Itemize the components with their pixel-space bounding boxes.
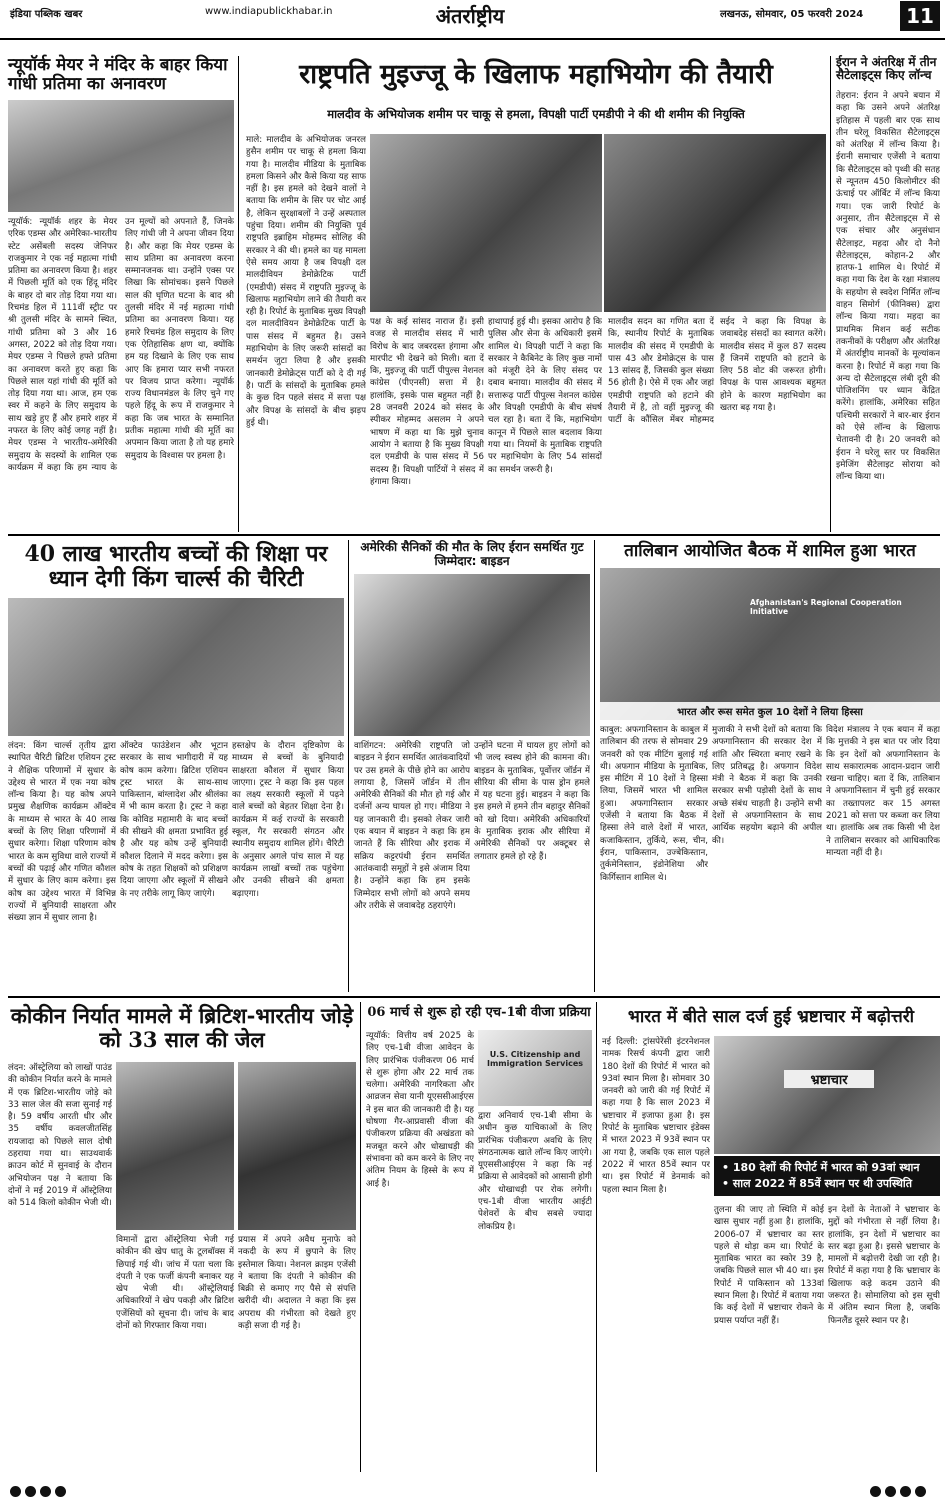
highlight-bullet: • 180 देशों की रिपोर्ट में भारत को 93वां स्थान: [722, 1161, 920, 1174]
body-taliban-2: मुजाकी ने सभी देशों को बताया कि अफगानिस्तान की सरकार देश में शांति और स्थिरता बनाए रखने के लिए प्रतिबद्ध है। अफगान विदेश मंत्री ने बैठक में कहा कि उनकी सरकार सभी पड़ोसी देशों के साथ अच्छे संबंध चाहती है। उन्होंने सभी देशों से अफगानिस्तान के साथ आर्थिक सहयोग बढ़ाने की अपील की।: [712, 725, 822, 846]
highlight-text: 180 देशों की रिपोर्ट में भारत को 93वां स्थान: [732, 1161, 920, 1174]
body-king-charles-3: हस्तक्षेप के दौरान दृष्टिकोण के माध्यम से बच्चों के बुनियादी साक्षरता कौशल में सुधार किया जाएगा। ट्रस्ट ने कहा कि इस पहल का लक्ष्य सरकारी स्कूलों में पढ़ने वाले बच्चों को बेहतर शिक्षा देना है। कार्यक्रम में कई राज्यों के सरकारी स्कूल, गैर सरकारी संगठन और स्थानीय समुदाय शामिल होंगे। चैरिटी के अनुसार अगले पांच साल में यह कार्यक्रम लाखों बच्चों तक पहुंचेगा और उनकी सीखने की क्षमता बढ़ाएगा।: [232, 741, 344, 899]
headline-h1b: 06 मार्च से शुरू हो रही एच-1बी वीजा प्रक्रिया: [367, 1005, 591, 1020]
divider: [360, 1002, 361, 1472]
body-muizzu-1: माले: मालदीव के अभियोजक जनरल हुसैन शमीम पर चाकू से हमला किया गया है। मालदीव मीडिया के मुताबिक हमला किसने और कैसे किया यह साफ नहीं है। इस हमले को देखने वालों ने बताया कि शमीम के सिर पर चोट आई है, लेकिन सुरक्षाबलों ने उन्हें अस्पताल पहुंचा दिया। शमीम की नियुक्ति पूर्व राष्ट्रपति इब्राहिम मोहम्मद सोलिह की सरकार ने की थी। हमले का यह मामला ऐसे समय आया है जब विपक्षी दल मालदीवियन डेमोक्रेटिक पार्टी (एमडीपी) संसद में राष्ट्रपति मुइज्जू के खिलाफ महाभियोग लाने की तैयारी कर रही है। रिपोर्ट के मुताबिक मुख्य विपक्षी दल मालदीवियन डेमोक्रेटिक पार्टी के पास संसद में बहुमत है। उसने महाभियोग के लिए जरूरी सांसदों का समर्थन जुटा लिया है और इसकी जानकारी डेमोक्रेट्स पार्टी को दे दी गई है। पार्टी के सांसदों के मुताबिक हमले के कुछ दिन पहले संसद में सत्ता पक्ष और विपक्ष के सांसदों के बीच झड़प हुई थी।: [246, 135, 366, 428]
uscis-logo-text: U.S. Citizenship and Immigration Services: [486, 1050, 584, 1068]
divider: [596, 1002, 597, 1472]
photo-caption-taliban: भारत और रूस समेत कुल 10 देशों ने लिया हिस्सा: [600, 702, 940, 720]
issue-date: लखनऊ, सोमवार, 05 फरवरी 2024: [720, 9, 864, 20]
body-corruption-2: तुलना की जाए तो स्थिति में कोई खास सुधार नहीं हुआ है। हालांकि, 2006-07 में भ्रष्टाचार का स्तर पहले से थोड़ा कम था। रिपोर्ट के मुताबिक भारत का स्कोर 39 है, जबकि पिछले साल भी 40 था। इस रिपोर्ट में पाकिस्तान को 133वां स्थान मिला है। रिपोर्ट में बताया गया कि कई देशों में भ्रष्टाचार रोकने के प्रयास पर्याप्त नहीं हैं।: [714, 1205, 824, 1326]
page-header: [0, 0, 945, 40]
photo-uscis-logo: [478, 1030, 592, 1106]
body-king-charles-2: ऑक्टेव फाउंडेशन और भूटान सरकार के साथ भागीदारी में यह कोष काम करेगा। ब्रिटिश एशियन ट्रस्ट भारत के साथ-साथ पाकिस्तान, बांग्लादेश और श्रीलंका में भी काम करता है। ट्रस्ट ने कहा कि कोविड महामारी के बाद बच्चों की सीखने की क्षमता प्रभावित हुई है और यह कोष उन्हें बुनियादी कौशल दिलाने में मदद करेगा। इस कोष के तहत शिक्षकों को प्रशिक्षण दिया जाएगा और स्कूलों में सीखने के नए तरीके लागू किए जाएंगे।: [120, 741, 228, 899]
divider: [594, 540, 595, 992]
divider: [348, 540, 349, 992]
divider: [238, 56, 239, 532]
photo-arti-dhir: [116, 1062, 234, 1230]
headline-corruption: भारत में बीते साल दर्ज हुई भ्रष्टाचार में बढ़ोत्तरी: [627, 1007, 915, 1027]
photo-shameem: [370, 134, 602, 312]
body-taliban-1: काबुल: अफगानिस्तान के काबुल में तालिबान की तरफ से सोमवार 29 जनवरी को एक मीटिंग बुलाई गई थी। अफगान मीडिया के मुताबिक, इस मीटिंग में 10 देशों ने हिस्सा लिया, जिसमें भारत भी शामिल हुआ। अफगानिस्तान सरकार एजेंसी ने बताया कि बैठक में हिस्सा लेने वाले देशों में भारत, कजाकिस्तान, तुर्किये, रूस, चीन, ईरान, पाकिस्तान, उज्बेकिस्तान, तुर्कमेनिस्तान, इंडोनेशिया और किर्गिस्तान शामिल थे।: [600, 725, 708, 883]
body-muizzu-4: मालदीव सदन का गणित बता दें कि, स्थानीय रिपोर्ट के मुताबिक मालदीव की संसद में एमडीपी के पास 43 और डेमोक्रेट्स के पास 13 सांसद हैं, जिसकी कुल संख्या 56 होती है। ऐसे में एक और जहां एमडीपी राष्ट्रपति को हटाने की तैयारी में है, तो वहीं मुइज्जू की पार्टी के कौंसिल मेंबर मोहम्मद सईद ने कहा कि विपक्ष के जवाबदेह संसदों का स्वागत करेंगे। मालदीव संसद में कुल 87 सदस्य हैं जिनमें राष्ट्रपति को हटाने के लिए 58 वोट की जरूरत होगी। विपक्ष के पास आवश्यक बहुमत होने के कारण महाभियोग का खतरा बढ़ गया है।: [608, 317, 826, 426]
highlight-text: साल 2022 में 85वें स्थान पर थी उपस्थिति: [732, 1177, 913, 1190]
row-rule: [8, 996, 940, 998]
photo-gandhi-statue: [8, 100, 234, 212]
headline-biden: अमेरिकी सैनिकों की मौत के लिए ईरान समर्थित गुट जिम्मेदार: बाइडन: [360, 540, 584, 569]
row-rule: [8, 534, 940, 536]
photo-biden: [354, 574, 590, 736]
body-h1b-2: द्वारा अनिवार्य एच-1बी सीमा के अधीन कुछ याचिकाओं के लिए प्रारंभिक पंजीकरण अवधि के लिए संगठनात्मक खाते लॉन्च किए जाएंगे। यूएससीआईएस ने कहा कि नई प्रक्रिया से आवेदकों को आसानी होगी और धोखाधड़ी पर रोक लगेगी। एच-1बी वीजा भारतीय आईटी पेशेवरों के बीच सबसे ज्यादा लोकप्रिय है।: [478, 1111, 592, 1232]
footer-dots-right: [870, 1482, 930, 1501]
body-iran: तेहरान: ईरान ने अपने बयान में कहा कि उसने अपने अंतरिक्ष इतिहास में पहली बार एक साथ तीन घरेलू विकसित सैटेलाइट्स को अंतरिक्ष में लॉन्च किया है। ईरानी समाचार एजेंसी ने बताया कि सैटेलाइट्स को पृथ्वी की सतह से न्यूनतम 450 किलोमीटर की ऊंचाई पर ऑर्बिट में लॉन्च किया गया। एक जारी रिपोर्ट के अनुसार, तीन सैटेलाइट्स में से एक संचार और अनुसंधान सैटेलाइट, महदा और दो नैनो सैटेलाइट्स, कोहान-2 और हातफ-1 शामिल थे। रिपोर्ट में कहा गया कि देश के रक्षा मंत्रालय के सहयोग से स्वदेश निर्मित लॉन्च वाहन सिमोर्ग (फीनिक्स) द्वारा लॉन्च किया गया। महदा का प्राथमिक मिशन कई सटीक तकनीकों के परीक्षण और अंतरिक्ष में अंतर्राष्ट्रीय मानकों के मूल्यांकन करना है। रिपोर्ट में कहा गया कि अन्य दो सैटेलाइट्स लंबी दूरी की पोजिशनिंग पर ध्यान केंद्रित करेंगे। हालांकि, अमेरिका सहित पश्चिमी सरकारों ने बार-बार ईरान को ऐसे लॉन्च के खिलाफ चेतावनी दी है। 20 जनवरी को ईरान ने घरेलू स्तर पर विकसित इमेजिंग सैटेलाइट सोराया को लॉन्च किया था।: [836, 91, 940, 483]
photo-corruption: [714, 1036, 940, 1154]
paper-name: इंडिया पब्लिक खबर: [10, 9, 83, 20]
body-cocaine-3: प्रयास में अपने अवैध मुनाफे को नकदी के रूप में छुपाने के लिए इस्तेमाल किया। नेशनल क्राइम एजेंसी ने बताया कि दंपती ने कोकीन की बिक्री से कमाए गए पैसे से संपत्ति खरीदी थी। अदालत ने कहा कि इस अपराध की गंभीरता को देखते हुए कड़ी सजा दी गई है।: [238, 1235, 356, 1332]
body-corruption-3: इन देशों के नेताओं ने भ्रष्टाचार के मुद्दों को गंभीरता से नहीं लिया है। हालांकि, इन देशों में भ्रष्टाचार का स्तर बढ़ा हुआ है। इससे भ्रष्टाचार के मामलों में बढ़ोत्तरी देखी जा रही है। रिपोर्ट में कहा गया है कि भ्रष्टाचार के खिलाफ कड़े कदम उठाने की जरूरत है। सोमालिया को इस सूची में अंतिम स्थान मिला है, जबकि फिनलैंड दूसरे स्थान पर है।: [828, 1205, 940, 1326]
subhead-muizzu: मालदीव के अभियोजक शमीम पर चाकू से हमला, विपक्षी पार्टी एमडीपी ने की थी शमीम की नियुक्ति: [327, 107, 745, 121]
headline-iran: ईरान ने अंतरिक्ष में तीन सैटेलाइट्स किए लॉन्च: [836, 55, 937, 83]
headline-king-charles: 40 लाख भारतीय बच्चों की शिक्षा पर ध्यान देगी किंग चार्ल्स की चैरिटी: [24, 541, 328, 592]
photo-taliban-meeting: [600, 568, 940, 720]
photo-children-classroom: [8, 598, 344, 736]
divider: [830, 56, 831, 532]
highlight-bullet: • साल 2022 में 85वें स्थान पर थी उपस्थिति: [722, 1177, 913, 1190]
headline-gandhi: न्यूयॉर्क मेयर ने मंदिर के बाहर किया गांधी प्रतिमा का अनावरण: [8, 55, 228, 95]
body-king-charles-1: लंदन: किंग चार्ल्स तृतीय द्वारा स्थापित चैरिटी ब्रिटिश एशियन ट्रस्ट ने शैक्षिक परिणामों में सुधार के उद्देश्य से भारत में एक नया कोष लॉन्च किया है। यह कोष अपने प्रमुख शैक्षणिक कार्यक्रम ऑक्टेव के माध्यम से भारत के 40 लाख बच्चों के लिए शिक्षा परिणामों में सुधार करेगा। शिक्षा परिणाम कोष भारत के कम सुविधा वाले राज्यों में बच्चों की पढ़ाई और गणित कौशल में सुधार के लिए काम करेगा। इस कोष का उद्देश्य भारत में विभिन्न राज्यों में बुनियादी साक्षरता और संख्या ज्ञान में सुधार लाना है।: [8, 741, 116, 924]
body-taliban-3: विदेश मंत्रालय ने एक बयान में कहा कि मुत्तकी ने इस बात पर जोर दिया कि इन देशों को अफगानिस्तान के साथ सकारात्मक आदान-प्रदान जारी रखना चाहिए। बता दें कि, तालिबान ने अफगानिस्तान में चुनी हुई सरकार का तख्तापलट कर 15 अगस्त 2021 को सत्ता पर कब्जा कर लिया था। हालांकि अब तक किसी भी देश ने तालिबान सरकार को आधिकारिक मान्यता नहीं दी है।: [826, 725, 940, 858]
headline-taliban: तालिबान आयोजित बैठक में शामिल हुआ भारत: [624, 541, 916, 561]
section-title: अंतर्राष्ट्रीय: [435, 4, 505, 28]
corruption-highlights: [714, 1156, 940, 1196]
body-h1b-1: न्यूयॉर्क: वित्तीय वर्ष 2025 के लिए एच-1बी वीजा आवेदन के लिए प्रारंभिक पंजीकरण 06 मार्च से शुरू होगा और 22 मार्च तक चलेगा। अमेरिकी नागरिकता और आव्रजन सेवा यानी यूएससीआईएस ने इस बात की जानकारी दी है। यह घोषणा गैर-आप्रवासी वीजा की पंजीकरण प्रक्रिया की अखंडता को मजबूत करने और धोखाधड़ी की संभावना को कम करने के लिए नए अंतिम नियम के हिस्से के रूप में आई है।: [366, 1031, 474, 1189]
body-muizzu-3: हाथापाई हुई थी। इसका आरोप है कि पुलिस और सेना के अधिकारी इसमें शामिल थे। विपक्षी पार्टी ने कहा कि सरकार ने कैबिनेट के लिए कुछ नामों को मंजूरी देने के लिए संसद पर दबाव बनाया। मालदीव की संसद में सत्तारूढ़ पार्टी पीपुल्स नेशनल कांग्रेस और विपक्षी एमडीपी के बीच संघर्ष चल रहा है। बता दें कि, महाभियोग कानून में पिछले साल बदलाव किया गया था। नियमों के मुताबिक राष्ट्रपति पर महाभियोग के लिए 54 सांसदों का समर्थन जरूरी है।: [488, 317, 602, 475]
headline-muizzu: राष्ट्रपति मुइज्जू के खिलाफ महाभियोग की तैयारी: [299, 59, 773, 90]
body-muizzu-2: पक्ष के कई सांसद नाराज हैं। इसी वजह से मालदीव संसद में भारी विरोध के बाद जबरदस्त हंगामा और मारपीट भी देखने को मिली। बता दें कि, मुइज्जू की पार्टी पीपुल्स नेशनल कांग्रेस (पीएनसी) सत्ता में है। हालांकि, इसके पास बहुमत नहीं है। 28 जनवरी 2024 को संसद के स्पीकर मोहम्मद असलम ने अपने भाषण में कहा था कि मुझे चुनाव आयोग ने बताया है कि मुख्य विपक्षी दल एमडीपी के पास संसद में 56 सदस्य हैं। विपक्षी पार्टियों ने संसद में हंगामा किया।: [370, 317, 484, 487]
meeting-banner-text: Afghanistan's Regional Cooperation Initiative: [750, 598, 902, 616]
photo-muizzu: [604, 134, 826, 312]
headline-cocaine: कोकीन निर्यात मामले में ब्रिटिश-भारतीय जोड़े को 33 साल की जेल: [10, 1003, 354, 1052]
body-corruption-1: नई दिल्ली: ट्रांसपेरेंसी इंटरनेशनल नामक रिसर्च कंपनी द्वारा जारी 180 देशों की रिपोर्ट में भारत को 93वां स्थान मिला है। सोमवार 30 जनवरी को जारी की गई रिपोर्ट में कहा गया है कि साल 2023 में भ्रष्टाचार में इजाफा हुआ है। इस रिपोर्ट के मुताबिक भ्रष्टाचार इंडेक्स में भारत 2023 में 93वें स्थान पर आ गया है, जबकि एक साल पहले 2022 में भारत 85वें स्थान पर था। इस रिपोर्ट में डेनमार्क को पहला स्थान मिला है।: [602, 1037, 710, 1195]
photo-kavaljit-rayjada: [238, 1062, 356, 1230]
body-gandhi: न्यूयॉर्क: न्यूयॉर्क शहर के मेयर एरिक एडम्स और अमेरिका-भारतीय स्टेट असेंबली सदस्य जेनिफर राजकुमार ने एक नई महात्मा गांधी प्रतिमा का अनावरण किया है। शहर में पिछली मूर्ति को एक हिंदू मंदिर के बाहर दो बार तोड़ दिया गया था। रिचमंड हिल में 111वीं स्ट्रीट पर श्री तुलसी मंदिर के सामने स्थित, गांधी प्रतिमा को 3 और 16 अगस्त, 2022 को तोड़ दिया गया। मेयर एडम्स ने पिछले हफ्ते प्रतिमा का अनावरण करते हुए कहा कि पिछले साल यहां गांधी की मूर्ति को तोड़ दिया गया था। आज, हम एक स्वर में कहने के लिए समुदाय के साथ खड़े हुए हैं और हमारे शहर में नफरत के लिए कोई जगह नहीं है। मेयर एडम्स ने भारतीय-अमेरिकी समुदाय के सदस्यों के शामिल एक कार्यक्रम में कहा कि हम न्याय के उन मूल्यों को अपनाते हैं, जिनके लिए गांधी जी ने अपना जीवन दिया है। और कहा कि मेयर एडम्स के साथ प्रतिमा का अनावरण करना सम्मानजनक था। उन्होंने एक्स पर लिखा कि सोमांचक। इसने पिछले साल की घृणित घटना के बाद श्री तुलसी मंदिर में नई महात्मा गांधी प्रतिमा का अनावरण किया। यह हमारे रिचमंड हिल समुदाय के लिए एक ऐतिहासिक क्षण था, क्योंकि हम यह दिखाने के लिए एक साथ आए कि हमारा प्यार सभी नफरत पर विजय प्राप्त करेगा। न्यूयॉर्क राज्य विधानमंडल के लिए चुने गए पहले हिंदू के रूप में राजकुमार ने कहा कि जब भारत के सम्मानित प्रतीक महात्मा गांधी की मूर्ति का अपमान किया जाता है तो यह हमारे समुदाय के विश्वास पर हमला है।: [8, 217, 234, 473]
body-cocaine-1: लंदन: ऑस्ट्रेलिया को लाखों पाउंड की कोकीन निर्यात करने के मामले में एक ब्रिटिश-भारतीय जोड़े को 33 साल जेल की सजा सुनाई गई है। 59 वर्षीय आरती धीर और 35 वर्षीय कवलजीतसिंह रायजादा को पिछले साल दोषी ठहराया गया था। साउथवार्क क्राउन कोर्ट में सुनवाई के दौरान अभियोजन पक्ष ने बताया कि दोनों ने मई 2019 में ऑस्ट्रेलिया को 514 किलो कोकीन भेजी थी।: [8, 1063, 112, 1209]
body-cocaine-2: विमानों द्वारा ऑस्ट्रेलिया भेजी गई कोकीन की खेप धातु के टूलबॉक्स में छिपाई गई थी। जांच में पता चला कि दंपती ने एक फर्जी कंपनी बनाकर यह खेप भेजी थी। ऑस्ट्रेलियाई अधिकारियों ने खेप पकड़ी और ब्रिटिश एजेंसियों को सूचना दी। जांच के बाद दोनों को गिरफ्तार किया गया।: [116, 1235, 234, 1332]
paper-url[interactable]: www.indiapublickhabar.in: [205, 6, 333, 17]
body-biden-1: वाशिंगटन: अमेरिकी राष्ट्रपति जो बाइडन ने ईरान समर्थित आतंकवादियों पर उस हमले के पीछे होने का आरोप लगाया है, जिसमें जॉर्डन में तीन अमेरिकी सैनिकों की मौत हो गई और दर्जनों अन्य घायल हो गए। मीडिया ने यह जानकारी दी। इसको लेकर जारी एक बयान में बाइडन ने कहा कि हम जानते हैं कि सीरिया और इराक में सक्रिय कट्टरपंथी ईरान समर्थित आतंकवादी समूहों ने इसे अंजाम दिया है। उन्होंने कहा कि हम इसके जिम्मेदार सभी लोगों को अपने समय और तरीके से जवाबदेह ठहराएंगे।: [354, 741, 470, 911]
footer-dots-left: [10, 1482, 70, 1501]
body-biden-2: उन्होंने घटना में घायल हुए लोगों को भी जल्द स्वस्थ होने की कामना की। बाइडन के मुताबिक, पूर्वोत्तर जॉर्डन में सीरिया की सीमा के पास ड्रोन हमले में यह घटना हुई। बाइडन ने कहा कि इस हमले में हमने तीन बहादुर सैनिकों को खो दिया। अमेरिकी अधिकारियों के मुताबिक इराक और सीरिया में अमेरिकी सैनिकों पर अक्टूबर से लगातार हमले हो रहे हैं।: [474, 741, 590, 862]
page-number: 11: [900, 1, 940, 31]
photo-corruption-text: भ्रष्टाचार: [784, 1070, 874, 1088]
